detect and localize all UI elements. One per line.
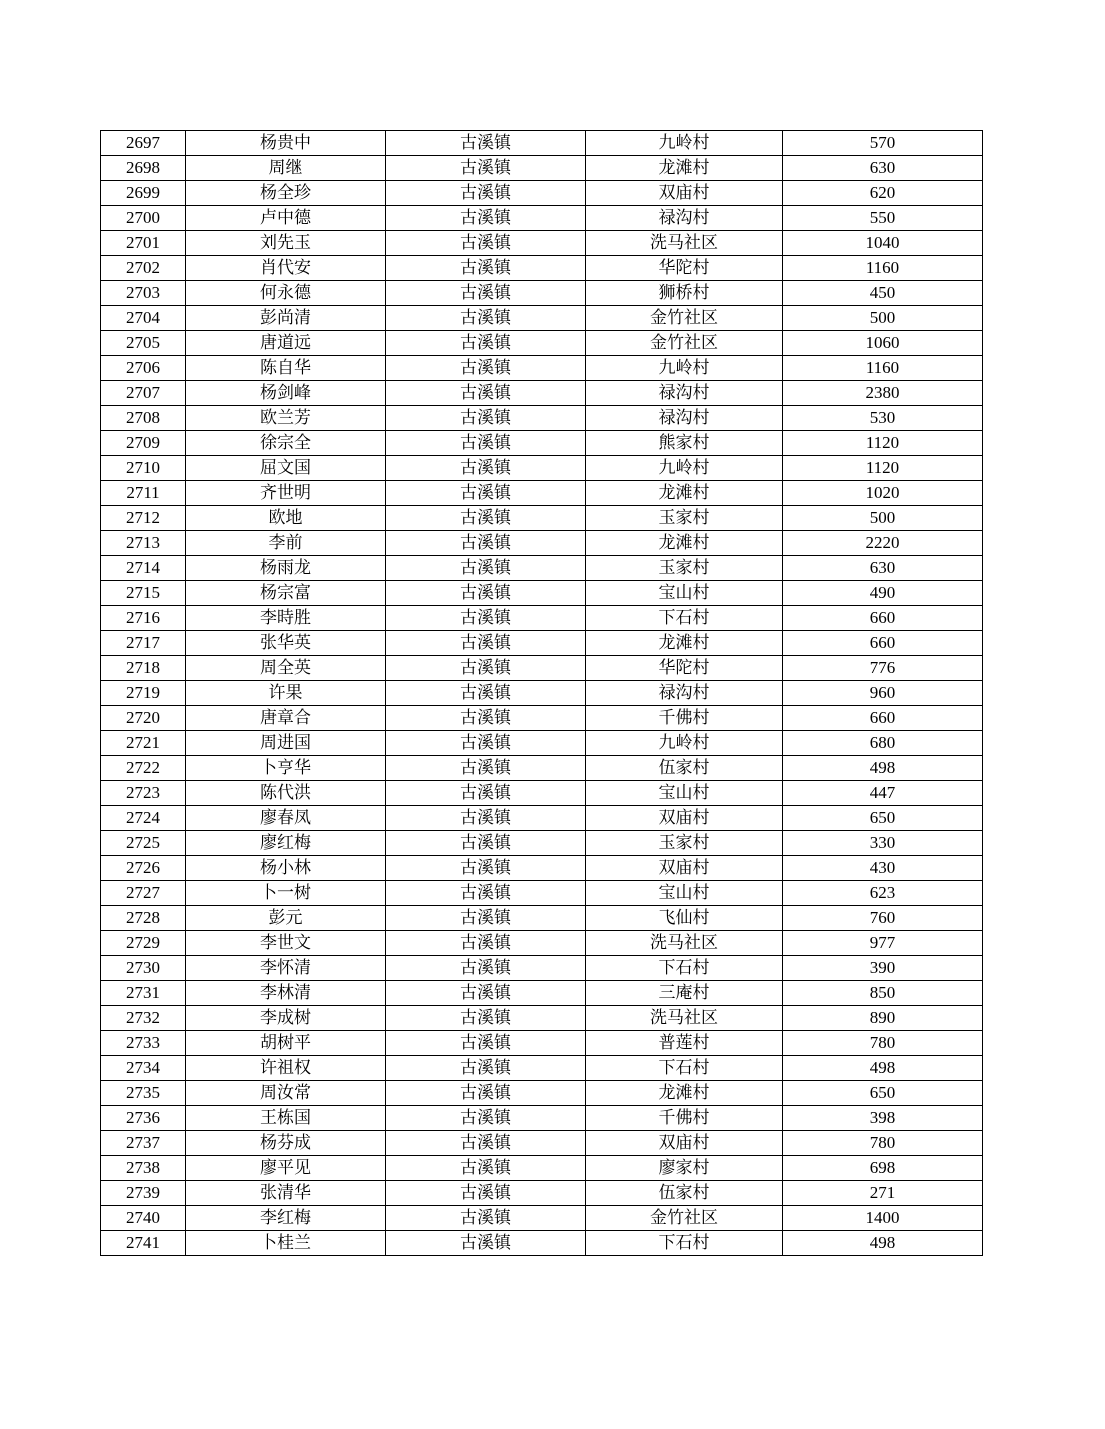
table-row [101, 1106, 983, 1131]
cell-serial: 2727 [101, 881, 186, 906]
cell-amount: 776 [783, 656, 983, 681]
cell-name: 李前 [186, 531, 386, 556]
cell-town: 古溪镇 [386, 806, 586, 831]
cell-serial: 2709 [101, 431, 186, 456]
cell-serial: 2706 [101, 356, 186, 381]
cell-village: 禄沟村 [586, 381, 783, 406]
table-row [101, 531, 983, 556]
cell-amount: 650 [783, 1081, 983, 1106]
cell-serial: 2708 [101, 406, 186, 431]
cell-town: 古溪镇 [386, 356, 586, 381]
cell-town: 古溪镇 [386, 1181, 586, 1206]
cell-serial: 2697 [101, 131, 186, 156]
table-row [101, 606, 983, 631]
cell-amount: 2220 [783, 531, 983, 556]
cell-village: 九岭村 [586, 456, 783, 481]
cell-name: 何永德 [186, 281, 386, 306]
cell-name: 杨雨龙 [186, 556, 386, 581]
cell-serial: 2711 [101, 481, 186, 506]
table-row [101, 581, 983, 606]
cell-amount: 330 [783, 831, 983, 856]
cell-name: 李成树 [186, 1006, 386, 1031]
cell-amount: 490 [783, 581, 983, 606]
cell-village: 下石村 [586, 956, 783, 981]
cell-name: 李红梅 [186, 1206, 386, 1231]
cell-town: 古溪镇 [386, 1106, 586, 1131]
cell-village: 洗马社区 [586, 1006, 783, 1031]
table-row [101, 1081, 983, 1106]
cell-name: 廖平见 [186, 1156, 386, 1181]
cell-town: 古溪镇 [386, 281, 586, 306]
table-row [101, 856, 983, 881]
table-row [101, 681, 983, 706]
cell-serial: 2701 [101, 231, 186, 256]
cell-serial: 2729 [101, 931, 186, 956]
cell-village: 金竹社区 [586, 306, 783, 331]
cell-name: 胡树平 [186, 1031, 386, 1056]
cell-serial: 2719 [101, 681, 186, 706]
cell-serial: 2718 [101, 656, 186, 681]
cell-amount: 398 [783, 1106, 983, 1131]
cell-town: 古溪镇 [386, 456, 586, 481]
table-row [101, 306, 983, 331]
cell-town: 古溪镇 [386, 831, 586, 856]
cell-name: 杨全珍 [186, 181, 386, 206]
cell-town: 古溪镇 [386, 306, 586, 331]
cell-village: 九岭村 [586, 131, 783, 156]
cell-village: 下石村 [586, 606, 783, 631]
cell-amount: 660 [783, 631, 983, 656]
cell-village: 双庙村 [586, 806, 783, 831]
cell-serial: 2700 [101, 206, 186, 231]
cell-serial: 2730 [101, 956, 186, 981]
cell-serial: 2733 [101, 1031, 186, 1056]
table-row [101, 456, 983, 481]
cell-town: 古溪镇 [386, 656, 586, 681]
cell-amount: 1160 [783, 356, 983, 381]
cell-amount: 698 [783, 1156, 983, 1181]
cell-amount: 500 [783, 506, 983, 531]
cell-serial: 2698 [101, 156, 186, 181]
cell-village: 玉家村 [586, 556, 783, 581]
cell-village: 熊家村 [586, 431, 783, 456]
cell-serial: 2704 [101, 306, 186, 331]
cell-amount: 1120 [783, 431, 983, 456]
cell-village: 飞仙村 [586, 906, 783, 931]
table-row [101, 481, 983, 506]
cell-town: 古溪镇 [386, 531, 586, 556]
cell-amount: 680 [783, 731, 983, 756]
table-row [101, 331, 983, 356]
table-row [101, 631, 983, 656]
cell-village: 金竹社区 [586, 1206, 783, 1231]
table-row [101, 1131, 983, 1156]
cell-name: 杨小林 [186, 856, 386, 881]
cell-name: 屈文国 [186, 456, 386, 481]
cell-serial: 2710 [101, 456, 186, 481]
table-row [101, 1156, 983, 1181]
cell-serial: 2726 [101, 856, 186, 881]
table-row [101, 1031, 983, 1056]
cell-town: 古溪镇 [386, 606, 586, 631]
cell-name: 周全英 [186, 656, 386, 681]
cell-name: 廖春凤 [186, 806, 386, 831]
cell-name: 卜亨华 [186, 756, 386, 781]
table-row [101, 556, 983, 581]
cell-amount: 1160 [783, 256, 983, 281]
cell-village: 华陀村 [586, 256, 783, 281]
cell-amount: 530 [783, 406, 983, 431]
cell-amount: 271 [783, 1181, 983, 1206]
cell-name: 肖代安 [186, 256, 386, 281]
cell-village: 洗马社区 [586, 231, 783, 256]
table-body [101, 131, 983, 1256]
cell-town: 古溪镇 [386, 706, 586, 731]
cell-amount: 447 [783, 781, 983, 806]
table-row [101, 881, 983, 906]
cell-town: 古溪镇 [386, 881, 586, 906]
cell-town: 古溪镇 [386, 756, 586, 781]
table-row [101, 981, 983, 1006]
cell-name: 陈代洪 [186, 781, 386, 806]
cell-name: 李林清 [186, 981, 386, 1006]
table-row [101, 1056, 983, 1081]
cell-serial: 2720 [101, 706, 186, 731]
cell-amount: 650 [783, 806, 983, 831]
cell-name: 欧兰芳 [186, 406, 386, 431]
cell-amount: 1120 [783, 456, 983, 481]
table-row [101, 906, 983, 931]
cell-amount: 2380 [783, 381, 983, 406]
cell-village: 双庙村 [586, 856, 783, 881]
cell-town: 古溪镇 [386, 631, 586, 656]
table-row [101, 156, 983, 181]
cell-amount: 760 [783, 906, 983, 931]
table-row [101, 956, 983, 981]
cell-name: 彭尚清 [186, 306, 386, 331]
table-row [101, 1231, 983, 1256]
cell-amount: 500 [783, 306, 983, 331]
cell-amount: 450 [783, 281, 983, 306]
cell-town: 古溪镇 [386, 1006, 586, 1031]
cell-amount: 850 [783, 981, 983, 1006]
table-row [101, 406, 983, 431]
cell-amount: 780 [783, 1031, 983, 1056]
cell-serial: 2736 [101, 1106, 186, 1131]
cell-serial: 2739 [101, 1181, 186, 1206]
cell-name: 杨宗富 [186, 581, 386, 606]
cell-village: 廖家村 [586, 1156, 783, 1181]
cell-serial: 2725 [101, 831, 186, 856]
cell-village: 玉家村 [586, 506, 783, 531]
cell-name: 陈自华 [186, 356, 386, 381]
table-row [101, 931, 983, 956]
cell-village: 双庙村 [586, 1131, 783, 1156]
cell-amount: 890 [783, 1006, 983, 1031]
cell-serial: 2723 [101, 781, 186, 806]
cell-village: 宝山村 [586, 781, 783, 806]
table-row [101, 506, 983, 531]
cell-name: 李時胜 [186, 606, 386, 631]
cell-serial: 2737 [101, 1131, 186, 1156]
cell-town: 古溪镇 [386, 256, 586, 281]
cell-serial: 2722 [101, 756, 186, 781]
cell-name: 杨芬成 [186, 1131, 386, 1156]
cell-town: 古溪镇 [386, 681, 586, 706]
cell-serial: 2703 [101, 281, 186, 306]
cell-name: 齐世明 [186, 481, 386, 506]
cell-town: 古溪镇 [386, 1031, 586, 1056]
table-row [101, 381, 983, 406]
cell-village: 宝山村 [586, 881, 783, 906]
cell-town: 古溪镇 [386, 181, 586, 206]
table-row [101, 356, 983, 381]
cell-amount: 570 [783, 131, 983, 156]
cell-amount: 630 [783, 556, 983, 581]
cell-village: 九岭村 [586, 731, 783, 756]
cell-town: 古溪镇 [386, 956, 586, 981]
table-row [101, 431, 983, 456]
cell-serial: 2712 [101, 506, 186, 531]
cell-name: 张清华 [186, 1181, 386, 1206]
cell-amount: 1060 [783, 331, 983, 356]
cell-serial: 2705 [101, 331, 186, 356]
cell-town: 古溪镇 [386, 781, 586, 806]
cell-village: 龙滩村 [586, 531, 783, 556]
cell-town: 古溪镇 [386, 1081, 586, 1106]
cell-amount: 960 [783, 681, 983, 706]
table-row [101, 231, 983, 256]
cell-town: 古溪镇 [386, 431, 586, 456]
cell-village: 龙滩村 [586, 631, 783, 656]
cell-name: 卜桂兰 [186, 1231, 386, 1256]
cell-town: 古溪镇 [386, 156, 586, 181]
cell-town: 古溪镇 [386, 206, 586, 231]
cell-town: 古溪镇 [386, 556, 586, 581]
cell-name: 周继 [186, 156, 386, 181]
cell-serial: 2715 [101, 581, 186, 606]
cell-serial: 2716 [101, 606, 186, 631]
cell-serial: 2713 [101, 531, 186, 556]
cell-town: 古溪镇 [386, 506, 586, 531]
cell-amount: 498 [783, 1231, 983, 1256]
table-row [101, 131, 983, 156]
cell-village: 下石村 [586, 1231, 783, 1256]
cell-amount: 623 [783, 881, 983, 906]
beneficiary-table [100, 130, 983, 1256]
cell-village: 狮桥村 [586, 281, 783, 306]
table-row [101, 706, 983, 731]
table-row [101, 1206, 983, 1231]
table-row [101, 781, 983, 806]
table-row [101, 831, 983, 856]
cell-village: 龙滩村 [586, 156, 783, 181]
cell-village: 伍家村 [586, 1181, 783, 1206]
table-row [101, 256, 983, 281]
cell-name: 唐道远 [186, 331, 386, 356]
cell-amount: 498 [783, 1056, 983, 1081]
cell-village: 洗马社区 [586, 931, 783, 956]
cell-village: 金竹社区 [586, 331, 783, 356]
cell-town: 古溪镇 [386, 381, 586, 406]
cell-name: 卜一树 [186, 881, 386, 906]
cell-name: 廖红梅 [186, 831, 386, 856]
cell-name: 杨剑峰 [186, 381, 386, 406]
cell-town: 古溪镇 [386, 1156, 586, 1181]
cell-village: 伍家村 [586, 756, 783, 781]
table-row [101, 1181, 983, 1206]
cell-name: 卢中德 [186, 206, 386, 231]
cell-amount: 660 [783, 706, 983, 731]
cell-name: 杨贵中 [186, 131, 386, 156]
table-row [101, 656, 983, 681]
cell-serial: 2728 [101, 906, 186, 931]
cell-town: 古溪镇 [386, 1131, 586, 1156]
cell-village: 九岭村 [586, 356, 783, 381]
cell-village: 玉家村 [586, 831, 783, 856]
cell-serial: 2724 [101, 806, 186, 831]
cell-serial: 2741 [101, 1231, 186, 1256]
cell-name: 张华英 [186, 631, 386, 656]
cell-village: 龙滩村 [586, 481, 783, 506]
table-row [101, 281, 983, 306]
cell-name: 许果 [186, 681, 386, 706]
cell-town: 古溪镇 [386, 906, 586, 931]
table-row [101, 806, 983, 831]
cell-village: 三庵村 [586, 981, 783, 1006]
cell-serial: 2707 [101, 381, 186, 406]
cell-town: 古溪镇 [386, 981, 586, 1006]
cell-village: 禄沟村 [586, 681, 783, 706]
cell-town: 古溪镇 [386, 406, 586, 431]
cell-village: 宝山村 [586, 581, 783, 606]
cell-amount: 780 [783, 1131, 983, 1156]
cell-town: 古溪镇 [386, 331, 586, 356]
cell-town: 古溪镇 [386, 581, 586, 606]
cell-serial: 2717 [101, 631, 186, 656]
cell-name: 周进国 [186, 731, 386, 756]
table-row [101, 731, 983, 756]
cell-serial: 2702 [101, 256, 186, 281]
cell-serial: 2731 [101, 981, 186, 1006]
cell-serial: 2699 [101, 181, 186, 206]
cell-serial: 2721 [101, 731, 186, 756]
cell-town: 古溪镇 [386, 131, 586, 156]
cell-serial: 2738 [101, 1156, 186, 1181]
cell-village: 禄沟村 [586, 206, 783, 231]
cell-serial: 2735 [101, 1081, 186, 1106]
cell-name: 唐章合 [186, 706, 386, 731]
cell-name: 李世文 [186, 931, 386, 956]
cell-amount: 498 [783, 756, 983, 781]
table-row [101, 1006, 983, 1031]
table-row [101, 206, 983, 231]
cell-village: 下石村 [586, 1056, 783, 1081]
cell-village: 禄沟村 [586, 406, 783, 431]
cell-village: 双庙村 [586, 181, 783, 206]
cell-town: 古溪镇 [386, 481, 586, 506]
cell-name: 欧地 [186, 506, 386, 531]
cell-amount: 390 [783, 956, 983, 981]
cell-village: 华陀村 [586, 656, 783, 681]
cell-name: 许祖权 [186, 1056, 386, 1081]
cell-town: 古溪镇 [386, 1056, 586, 1081]
cell-serial: 2732 [101, 1006, 186, 1031]
cell-village: 千佛村 [586, 706, 783, 731]
cell-village: 普莲村 [586, 1031, 783, 1056]
table-row [101, 756, 983, 781]
cell-town: 古溪镇 [386, 1206, 586, 1231]
cell-town: 古溪镇 [386, 931, 586, 956]
cell-name: 刘先玉 [186, 231, 386, 256]
cell-amount: 1400 [783, 1206, 983, 1231]
cell-amount: 660 [783, 606, 983, 631]
cell-amount: 620 [783, 181, 983, 206]
cell-serial: 2714 [101, 556, 186, 581]
cell-village: 千佛村 [586, 1106, 783, 1131]
cell-name: 徐宗全 [186, 431, 386, 456]
cell-amount: 1020 [783, 481, 983, 506]
cell-name: 彭元 [186, 906, 386, 931]
cell-town: 古溪镇 [386, 231, 586, 256]
cell-town: 古溪镇 [386, 856, 586, 881]
cell-amount: 430 [783, 856, 983, 881]
cell-serial: 2740 [101, 1206, 186, 1231]
cell-amount: 1040 [783, 231, 983, 256]
cell-name: 李怀清 [186, 956, 386, 981]
cell-village: 龙滩村 [586, 1081, 783, 1106]
table-row [101, 181, 983, 206]
cell-serial: 2734 [101, 1056, 186, 1081]
cell-amount: 977 [783, 931, 983, 956]
cell-amount: 630 [783, 156, 983, 181]
cell-amount: 550 [783, 206, 983, 231]
cell-town: 古溪镇 [386, 1231, 586, 1256]
cell-name: 王栋国 [186, 1106, 386, 1131]
cell-town: 古溪镇 [386, 731, 586, 756]
cell-name: 周汝常 [186, 1081, 386, 1106]
